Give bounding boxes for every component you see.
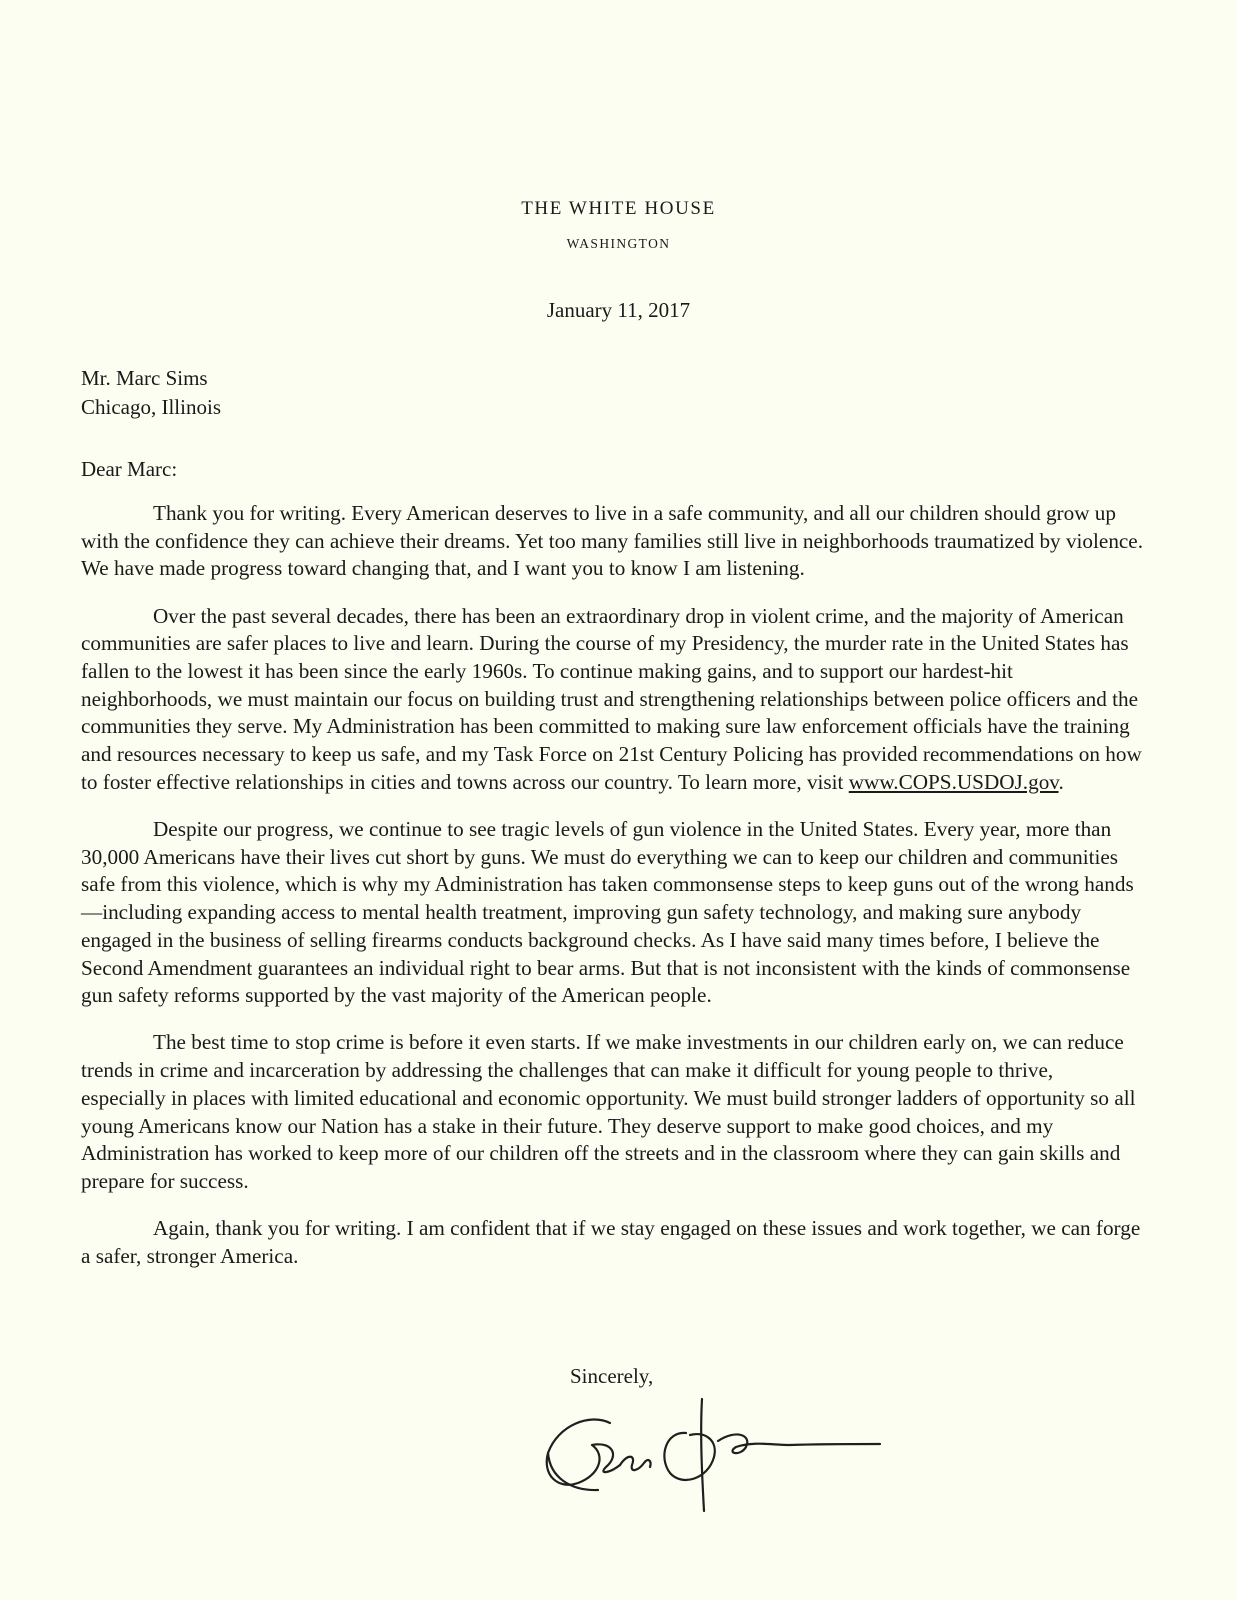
signature [540,1395,885,1515]
paragraph-4: The best time to stop crime is before it even starts. If we make investments in our children early on, we can reduce trends in crime and incarceration by addressing the challenges that can make it difficult for young people to thrive, especially in places with limited educational and economic opportunity. We must build stronger ladders of opportunity so all young Americans know our Nation has a stake in their future. They deserve support to make good choices, and my Administration has worked to keep more of our children off the streets and in the classroom where they can gain skills and prepare for success. [81,1030,1136,1193]
signature-stroke-a [620,1457,651,1470]
paragraph-2-end: . [1058,769,1064,794]
salutation: Dear Marc: [81,457,178,481]
recipient-location: Chicago, Illinois [81,395,221,419]
paragraph-2 [81,603,1143,797]
signature-stroke-vertical [701,1399,704,1511]
cops-website-link[interactable]: www.COPS.USDOJ.gov [848,769,1059,794]
paragraph-5: Again, thank you for writing. I am confident that if we stay engaged on these issues and work together, we can forge a safer, stronger America. [81,1216,1141,1268]
closing: Sincerely, [570,1364,654,1388]
paragraph-2-text: Over the past several decades, there has been an extraordinary drop in violent crime, and the majority of American communities are safer places to live and learn. During the course of my Presidency, the murder rate in the United States has fallen to the lowest it has been since the early 1960s. To continue making gains, and to support our hardest-hit neighborhoods, we must maintain our focus on building trust and strengthening relationships between police officers and the communities they serve. My Administration has been committed to making sure law enforcement officials have the training and resources necessary to keep us safe, and my Task Force on 21st Century Policing has provided recommendations on how to foster effective relationships in cities and towns across our country. To learn more, visit [81,603,1142,794]
signature-stroke-o [664,1433,714,1480]
letter-date: January 11, 2017 [546,298,691,322]
letterhead-title: THE WHITE HOUSE [521,198,716,219]
signature-stroke-tail [790,1444,880,1445]
letterhead-city: WASHINGTON [566,236,671,251]
paragraph-3: Despite our progress, we continue to see tragic levels of gun violence in the United States. Every year, more than 30,000 Americans have their lives cut short by guns. We must do everything we can to keep our children and communities safe from this violence, which is why my Administration has taken commonsense steps to keep guns out of the wrong hands—including expanding access to mental health treatment, improving gun safety technology, and making sure anybody engaged in the business of selling firearms conducts background checks. As I have said many times before, I believe the Second Amendment guarantees an individual right to bear arms. But that is not inconsistent with the kinds of commonsense gun safety reforms supported by the vast majority of the American people. [81,817,1134,1008]
signature-stroke-cross [718,1434,790,1453]
paragraph-1: Thank you for writing. Every American deserves to live in a safe community, and all our children should grow up with the confidence they can achieve their dreams. Yet too many families still live in neighborhoods traumatized by violence. We have made progress toward changing that, and I want you to know I am listening. [81,501,1144,581]
recipient-name: Mr. Marc Sims [81,366,208,390]
letter-body [81,500,1143,1290]
